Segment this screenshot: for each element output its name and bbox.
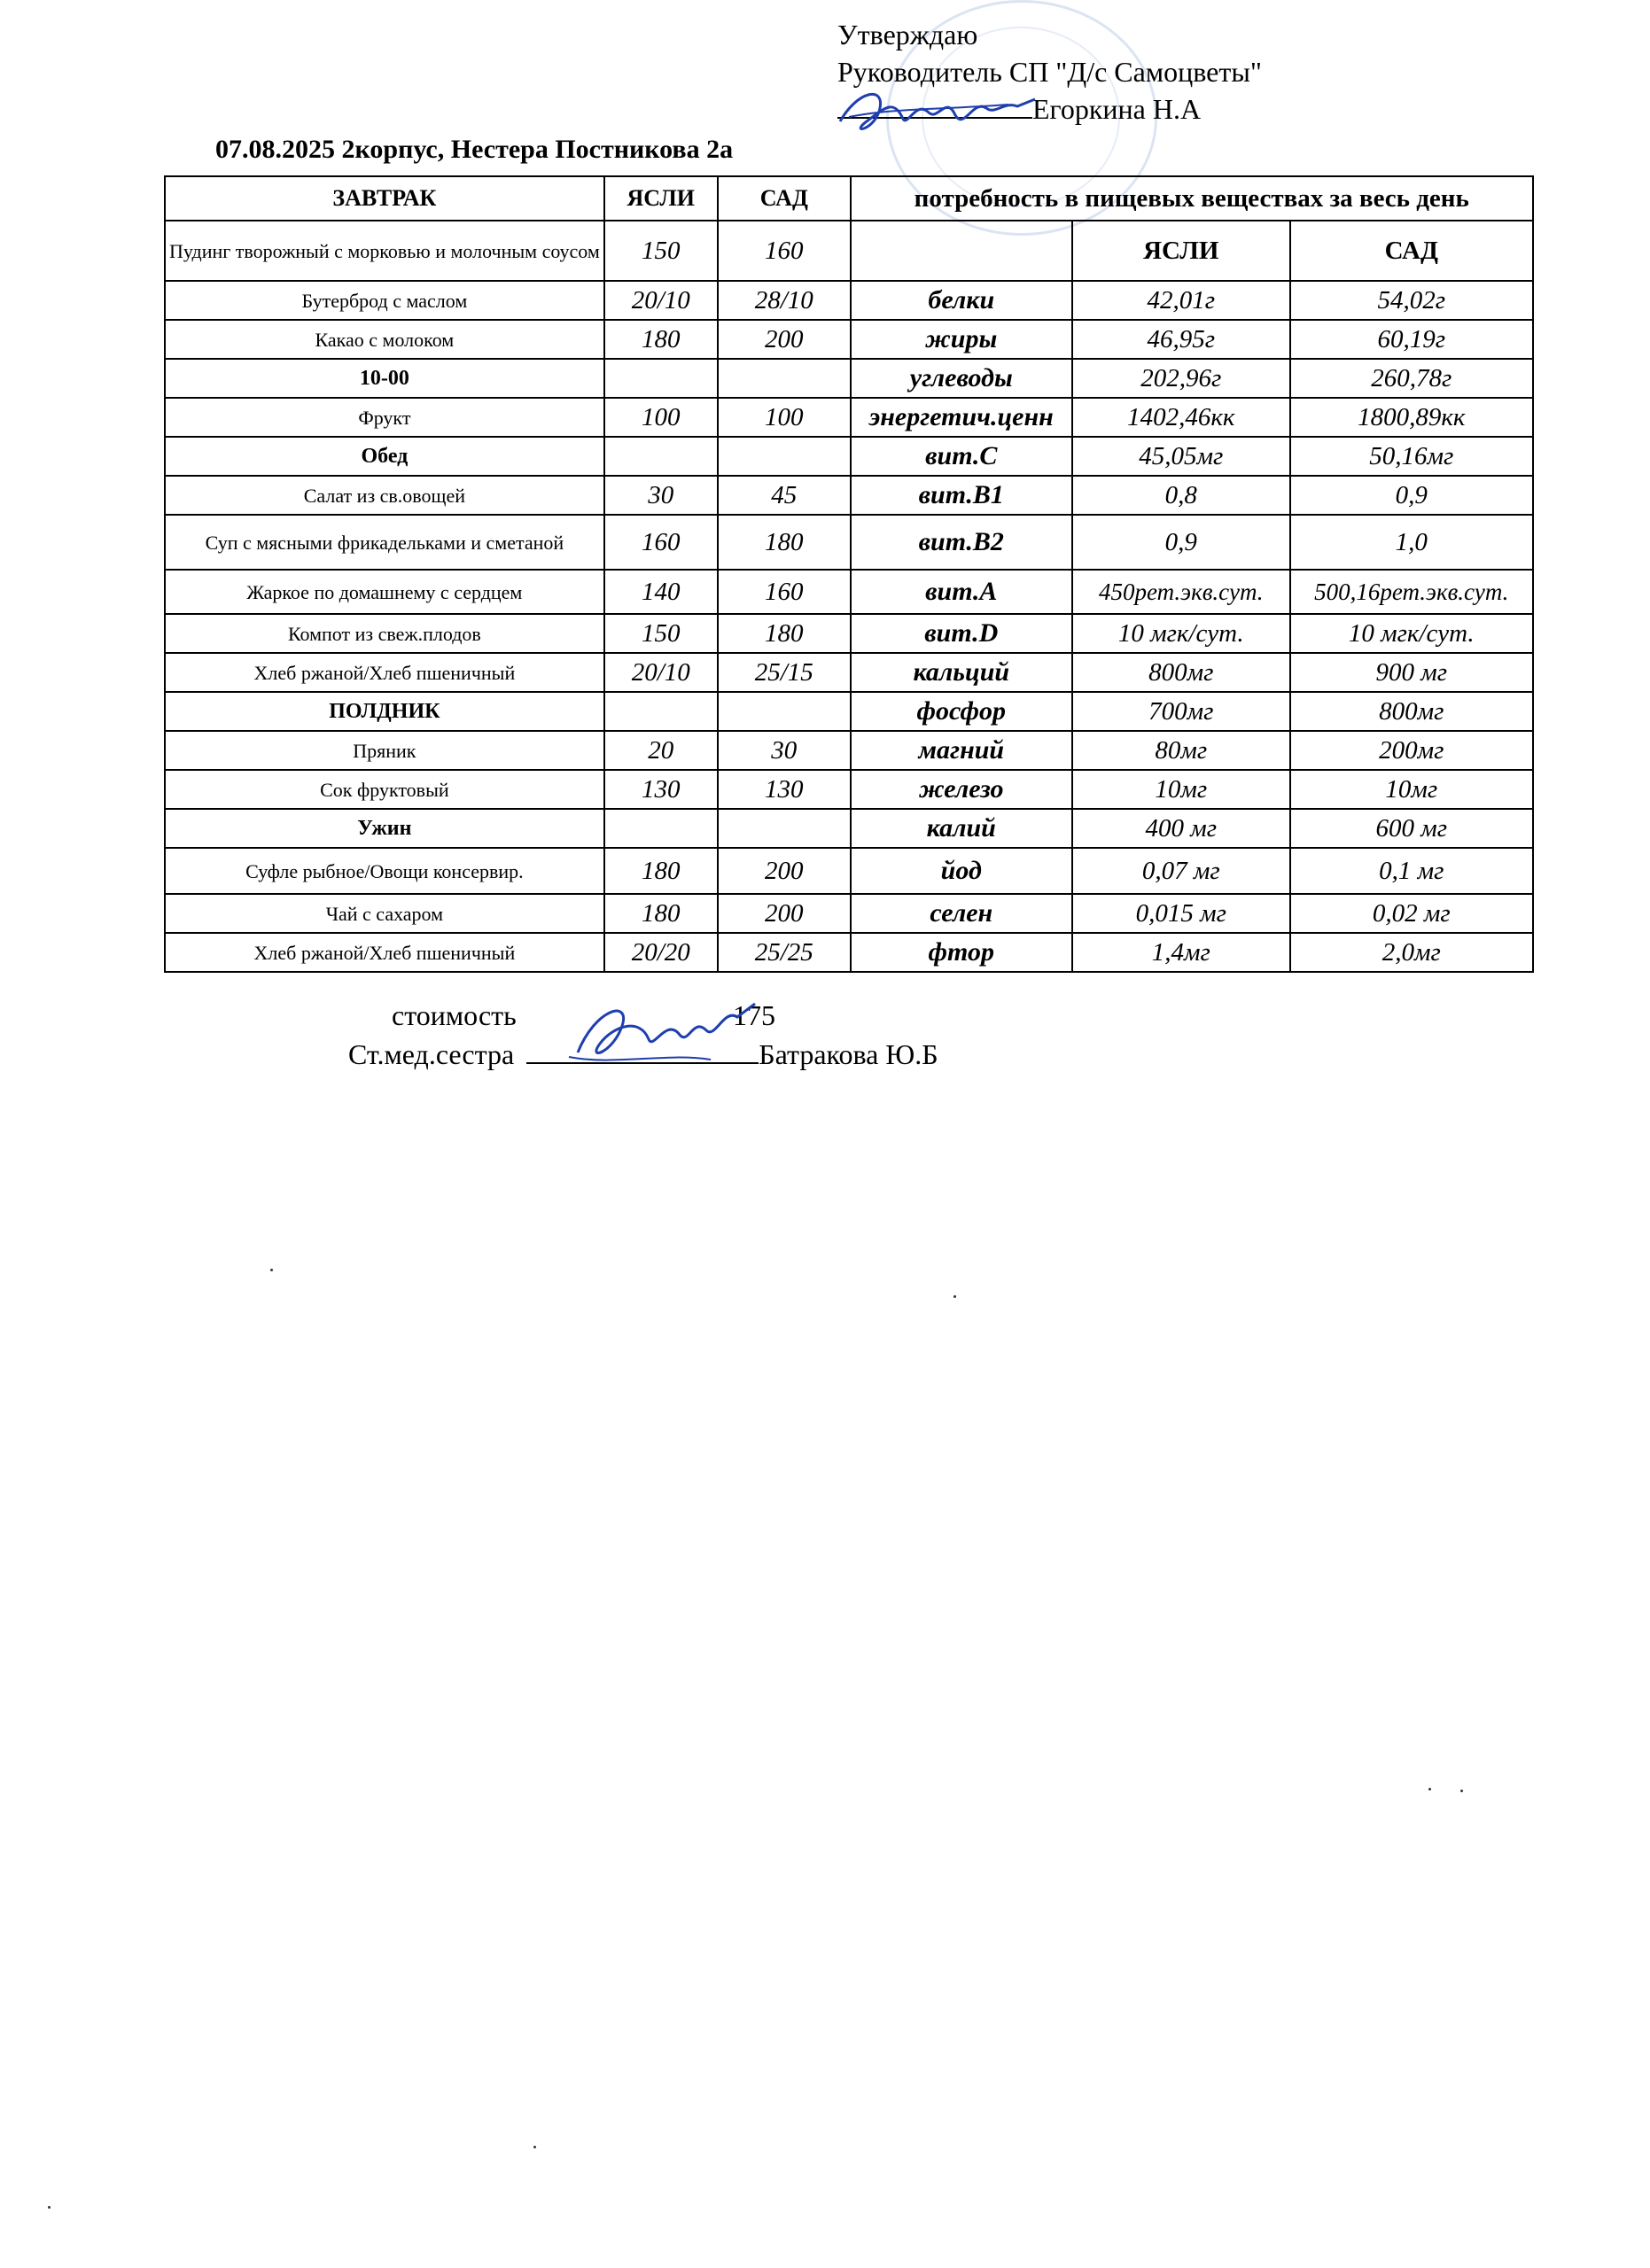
garden-need-value: 1800,89кк	[1290, 398, 1533, 437]
table-row	[165, 770, 1533, 809]
nursery-portion	[604, 809, 718, 848]
garden-portion	[718, 437, 851, 476]
nursery-portion: 20/10	[604, 653, 718, 692]
garden-portion: 28/10	[718, 281, 851, 320]
table-row	[165, 848, 1533, 894]
garden-need-value: 200мг	[1290, 731, 1533, 770]
approval-heading: Утверждаю	[837, 19, 978, 50]
cost-line	[392, 999, 775, 1032]
header-needs: потребность в пищевых веществах за весь день	[851, 176, 1533, 221]
dish-name: Пудинг творожный с морковью и молочным соусом	[165, 221, 604, 281]
nursery-portion: 100	[604, 398, 718, 437]
garden-need-value: 600 мг	[1290, 809, 1533, 848]
table-header-row	[165, 176, 1533, 221]
dish-name: Чай с сахаром	[165, 894, 604, 933]
garden-need-value: 500,16рет.экв.сут.	[1290, 570, 1533, 614]
nutrient-name: жиры	[851, 320, 1072, 359]
table-row	[165, 809, 1533, 848]
garden-need-value: 1,0	[1290, 515, 1533, 570]
nursery-portion: 180	[604, 848, 718, 894]
menu-table-body	[165, 176, 1533, 972]
garden-portion: 160	[718, 570, 851, 614]
nutrient-name: вит.D	[851, 614, 1072, 653]
nursery-portion: 130	[604, 770, 718, 809]
table-row	[165, 437, 1533, 476]
nursery-need-value: 80мг	[1072, 731, 1290, 770]
garden-portion: 25/25	[718, 933, 851, 972]
cost-label: стоимость	[392, 999, 517, 1031]
table-row	[165, 221, 1533, 281]
nursery-portion: 150	[604, 614, 718, 653]
dish-name: Жаркое по домашнему с сердцем	[165, 570, 604, 614]
dish-name: Хлеб ржаной/Хлеб пшеничный	[165, 933, 604, 972]
dish-name: Суфле рыбное/Овощи консервир.	[165, 848, 604, 894]
scan-speck	[48, 2206, 51, 2209]
garden-need-value: 0,1 мг	[1290, 848, 1533, 894]
nursery-portion: 180	[604, 320, 718, 359]
nursery-need-value: 450рет.экв.сут.	[1072, 570, 1290, 614]
table-row	[165, 281, 1533, 320]
garden-portion: 25/15	[718, 653, 851, 692]
scan-speck	[533, 2146, 536, 2148]
table-row	[165, 570, 1533, 614]
garden-portion	[718, 809, 851, 848]
nursery-need-value: 400 мг	[1072, 809, 1290, 848]
garden-need-value: 0,02 мг	[1290, 894, 1533, 933]
nursery-need-value: 1,4мг	[1072, 933, 1290, 972]
nutrient-name: магний	[851, 731, 1072, 770]
garden-need-value: 50,16мг	[1290, 437, 1533, 476]
nutrient-name: энергетич.ценн	[851, 398, 1072, 437]
nutrient-name: вит.С	[851, 437, 1072, 476]
garden-portion: 130	[718, 770, 851, 809]
table-row	[165, 398, 1533, 437]
nursery-need-value: 700мг	[1072, 692, 1290, 731]
nursery-portion: 160	[604, 515, 718, 570]
nursery-need-value: 0,07 мг	[1072, 848, 1290, 894]
garden-portion: 45	[718, 476, 851, 515]
garden-need-value: 10мг	[1290, 770, 1533, 809]
table-row	[165, 320, 1533, 359]
approval-position: Руководитель СП "Д/с Самоцветы"	[837, 56, 1262, 88]
dish-name: Суп с мясными фрикадельками и сметаной	[165, 515, 604, 570]
needs-nutrient-blank	[851, 221, 1072, 281]
dish-name: Сок фруктовый	[165, 770, 604, 809]
cost-value: 175	[733, 999, 775, 1031]
table-row	[165, 692, 1533, 731]
nursery-need-value: 202,96г	[1072, 359, 1290, 398]
garden-need-value: 0,9	[1290, 476, 1533, 515]
document-title: 07.08.2025 2корпус, Нестера Постникова 2а	[215, 135, 734, 164]
nutrient-name: вит.В1	[851, 476, 1072, 515]
dish-name: Салат из св.овощей	[165, 476, 604, 515]
scan-speck	[1460, 1790, 1463, 1792]
nursery-need-value: 46,95г	[1072, 320, 1290, 359]
dish-name: Компот из свеж.плодов	[165, 614, 604, 653]
garden-portion: 180	[718, 515, 851, 570]
table-row	[165, 894, 1533, 933]
nursery-need-value: 1402,46кк	[1072, 398, 1290, 437]
approval-signer: Егоркина Н.А	[1032, 93, 1202, 125]
table-row	[165, 731, 1533, 770]
garden-need-value: 10 мгк/сут.	[1290, 614, 1533, 653]
section-title: Ужин	[165, 809, 604, 848]
nutrient-name: белки	[851, 281, 1072, 320]
nursery-portion: 20/10	[604, 281, 718, 320]
needs-header-nursery: ЯСЛИ	[1072, 221, 1290, 281]
section-title: 10-00	[165, 359, 604, 398]
nursery-portion: 20	[604, 731, 718, 770]
nutrient-name: фосфор	[851, 692, 1072, 731]
garden-portion: 100	[718, 398, 851, 437]
nutrient-name: йод	[851, 848, 1072, 894]
nutrient-name: фтор	[851, 933, 1072, 972]
dish-name: Пряник	[165, 731, 604, 770]
nutrient-name: калий	[851, 809, 1072, 848]
nutrient-name: селен	[851, 894, 1072, 933]
nutrient-name: кальций	[851, 653, 1072, 692]
garden-need-value: 2,0мг	[1290, 933, 1533, 972]
garden-need-value: 54,02г	[1290, 281, 1533, 320]
nursery-portion: 20/20	[604, 933, 718, 972]
dish-name: Бутерброд с маслом	[165, 281, 604, 320]
nursery-portion: 150	[604, 221, 718, 281]
nursery-need-value: 800мг	[1072, 653, 1290, 692]
nursery-portion: 180	[604, 894, 718, 933]
nurse-signature	[560, 990, 764, 1079]
header-garden: САД	[718, 176, 851, 221]
garden-portion: 160	[718, 221, 851, 281]
nurse-name: Батракова Ю.Б	[759, 1038, 938, 1070]
table-row	[165, 933, 1533, 972]
nutrient-name: вит.В2	[851, 515, 1072, 570]
director-signature	[831, 82, 1044, 144]
scan-speck	[1428, 1788, 1431, 1790]
menu-table	[164, 175, 1534, 973]
nursery-need-value: 10мг	[1072, 770, 1290, 809]
nutrient-name: углеводы	[851, 359, 1072, 398]
header-meal: ЗАВТРАК	[165, 176, 604, 221]
nursery-portion: 140	[604, 570, 718, 614]
garden-need-value: 900 мг	[1290, 653, 1533, 692]
nursery-portion: 30	[604, 476, 718, 515]
garden-portion: 200	[718, 320, 851, 359]
nursery-need-value: 42,01г	[1072, 281, 1290, 320]
section-title: Обед	[165, 437, 604, 476]
dish-name: Хлеб ржаной/Хлеб пшеничный	[165, 653, 604, 692]
dish-name: Какао с молоком	[165, 320, 604, 359]
table-row	[165, 515, 1533, 570]
nursery-need-value: 10 мгк/сут.	[1072, 614, 1290, 653]
garden-portion: 200	[718, 848, 851, 894]
garden-portion: 30	[718, 731, 851, 770]
garden-need-value: 800мг	[1290, 692, 1533, 731]
table-row	[165, 614, 1533, 653]
scan-speck	[270, 1269, 273, 1271]
nursery-need-value: 0,015 мг	[1072, 894, 1290, 933]
nutrient-name: вит.А	[851, 570, 1072, 614]
table-row	[165, 653, 1533, 692]
scan-speck	[953, 1295, 956, 1298]
nursery-portion	[604, 437, 718, 476]
header-nursery: ЯСЛИ	[604, 176, 718, 221]
garden-portion	[718, 692, 851, 731]
table-row	[165, 359, 1533, 398]
dish-name: Фрукт	[165, 398, 604, 437]
needs-header-garden: САД	[1290, 221, 1533, 281]
nursery-need-value: 45,05мг	[1072, 437, 1290, 476]
garden-need-value: 260,78г	[1290, 359, 1533, 398]
garden-portion: 180	[718, 614, 851, 653]
nursery-need-value: 0,9	[1072, 515, 1290, 570]
nursery-portion	[604, 359, 718, 398]
table-row	[165, 476, 1533, 515]
nurse-label: Ст.мед.сестра	[348, 1038, 515, 1070]
nutrient-name: железо	[851, 770, 1072, 809]
nursery-need-value: 0,8	[1072, 476, 1290, 515]
nursery-portion	[604, 692, 718, 731]
section-title: ПОЛДНИК	[165, 692, 604, 731]
garden-portion: 200	[718, 894, 851, 933]
garden-need-value: 60,19г	[1290, 320, 1533, 359]
garden-portion	[718, 359, 851, 398]
